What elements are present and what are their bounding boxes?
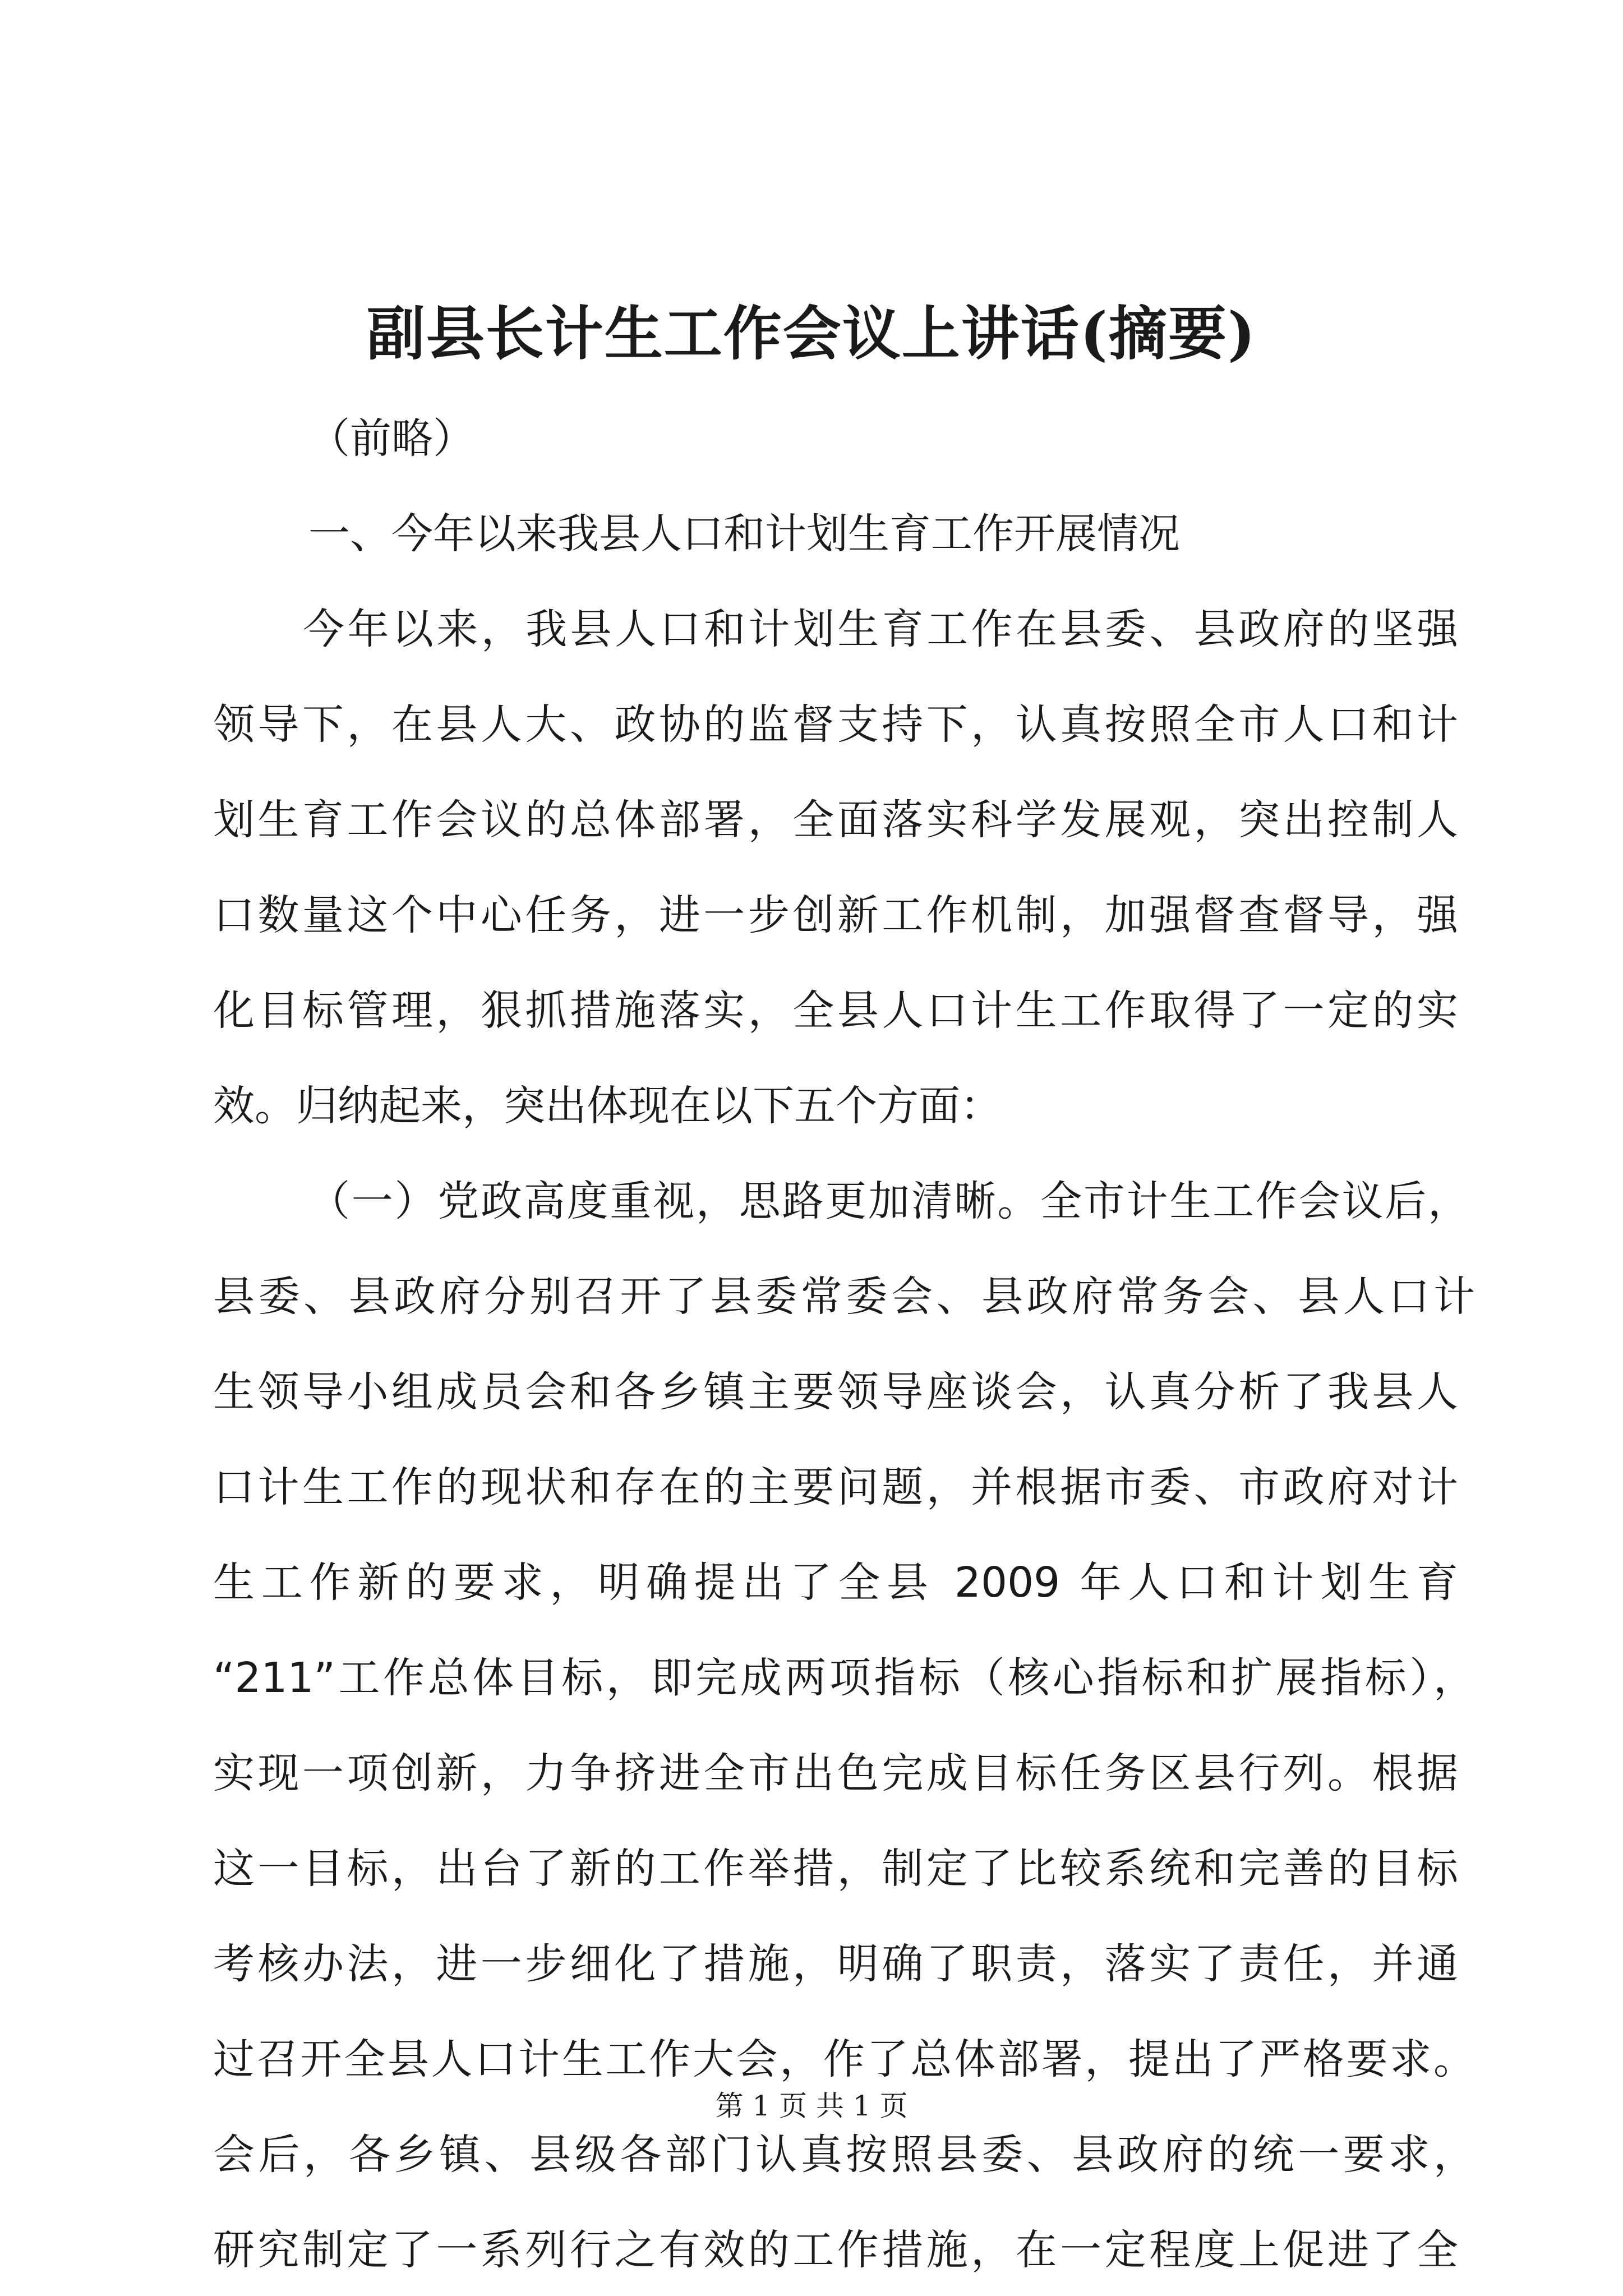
paragraph-line: 口数量这个中心任务，进一步创新工作机制，加强督查督导，强 (213, 891, 1458, 939)
paragraph-line: 县委、县政府分别召开了县委常委会、县政府常务会、县人口计 (213, 1273, 1475, 1321)
paragraph-line: （一）党政高度重视，思路更加清晰。全市计生工作会议后， (308, 1177, 1469, 1225)
paragraph-line: 实现一项创新，力争挤进全市出色完成目标任务区县行列。根据 (213, 1749, 1458, 1797)
paragraph-line: “211”工作总体目标，即完成两项指标（核心指标和扩展指标）， (213, 1654, 1475, 1702)
section-heading: 一、今年以来我县人口和计划生育工作开展情况 (308, 510, 1180, 558)
paragraph-line: 今年以来，我县人口和计划生育工作在县委、县政府的坚强 (303, 605, 1458, 653)
paragraph-line: 口计生工作的现状和存在的主要问题，并根据市委、市政府对计 (213, 1463, 1458, 1511)
document-title: 副县长计生工作会议上讲话(摘要) (366, 299, 1257, 368)
paragraph-line: 化目标管理，狠抓措施落实，全县人口计生工作取得了一定的实 (213, 986, 1458, 1035)
paragraph-line: 会后，各乡镇、县级各部门认真按照县委、县政府的统一要求， (213, 2131, 1475, 2179)
paragraph-line: 效。归纳起来，突出体现在以下五个方面： (213, 1082, 1002, 1130)
paragraph-line: 划生育工作会议的总体部署，全面落实科学发展观，突出控制人 (213, 796, 1458, 844)
paragraph-line: 考核办法，进一步细化了措施，明确了职责，落实了责任，并通 (213, 1940, 1458, 1988)
page-number: 第 1 页 共 1 页 (715, 2090, 908, 2122)
paragraph-line: 领导下，在县人大、政协的监督支持下，认真按照全市人口和计 (213, 700, 1458, 749)
paragraph-line: 研究制定了一系列行之有效的工作措施，在一定程度上促进了全 (213, 2226, 1458, 2274)
paragraph-line: 生工作新的要求，明确提出了全县 2009 年人口和计划生育 (213, 1559, 1458, 1607)
paragraph-line: 过召开全县人口计生工作大会，作了总体部署，提出了严格要求。 (213, 2035, 1475, 2083)
paragraph-line: 这一目标，出台了新的工作举措，制定了比较系统和完善的目标 (213, 1845, 1458, 1893)
paragraph-line: 生领导小组成员会和各乡镇主要领导座谈会，认真分析了我县人 (213, 1368, 1458, 1416)
text-line: （前略） (308, 414, 474, 463)
